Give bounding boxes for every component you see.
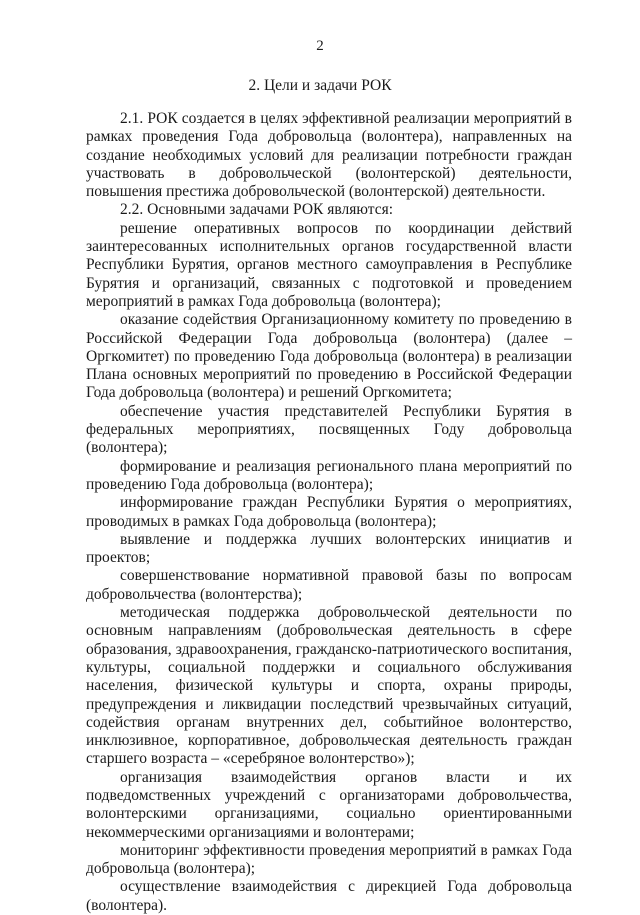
- task-item: формирование и реализация регионального плана мероприятий по проведению Года добровольца (волонтера);: [86, 457, 572, 493]
- section-heading: 2. Цели и задачи РОК: [248, 77, 392, 94]
- task-item: совершенствование нормативной правовой базы по вопросам добровольчества (волонтерства);: [86, 567, 572, 603]
- task-item: выявление и поддержка лучших волонтерских инициатив и проектов;: [86, 530, 572, 567]
- task-item: организация взаимодействия органов власти и их подведомственных учреждений с организаторами добровольчества, волонтерскими организациями, социально ориентированными некоммерческими организациями и волонтерами;: [86, 768, 572, 841]
- task-item: мониторинг эффективности проведения мероприятий в рамках Года добровольца (волонтера);: [86, 841, 572, 878]
- task-item: обеспечение участия представителей Республики Бурятия в федеральных мероприятиях, посвященных Году добровольца (волонтера);: [86, 402, 572, 457]
- task-item: методическая поддержка добровольческой деятельности по основным направлениям (добровольческая деятельность в сфере образования, здравоохранения, гражданско-патриотического воспитания, культуры, социальной поддержки и социального обслуживания населения, физической культуры и спорта, охраны природы, предупреждения и ликвидации последствий чрезвычайных ситуаций, содействия органам внутренних дел, событийное волонтерство, инклюзивное, корпоративное, добровольческая деятельность граждан старшего возраста – «серебряное волонтерство»);: [86, 604, 572, 768]
- page-number: 2: [316, 38, 324, 54]
- task-item: оказание содействия Организационному комитету по проведению в Российской Федерации Года добровольца (волонтера) (далее – Оргкомитет) по проведению Года добровольца (волонтера) в реализации Плана основных мероприятий по проведению в Российской Федерации Года добровольца (волонтера) и решений Оргкомитета;: [86, 311, 572, 402]
- task-item: решение оперативных вопросов по координации действий заинтересованных исполнительных органов государственной власти Республики Бурятия, органов местного самоуправления в Республике Бурятия и организаций, связанных с подготовкой и проведением мероприятий в рамках Года добровольца (волонтера);: [86, 219, 572, 310]
- paragraph-2-2: 2.2. Основными задачами РОК являются:: [120, 201, 394, 219]
- task-item: осуществление взаимодействия с дирекцией Года добровольца (волонтера).: [86, 878, 572, 914]
- document-body: [86, 110, 572, 915]
- paragraph-2-1: 2.1. РОК создается в целях эффективной реализации мероприятий в рамках проведения Года добровольца (волонтера), направленных на создание необходимых условий для реализации потребности граждан участвовать в добровольческой (волонтерской) деятельности, повышения престижа добровольческой (волонтерской) деятельности.: [86, 110, 572, 201]
- task-item: информирование граждан Республики Бурятия о мероприятиях, проводимых в рамках Года добровольца (волонтера);: [86, 494, 572, 530]
